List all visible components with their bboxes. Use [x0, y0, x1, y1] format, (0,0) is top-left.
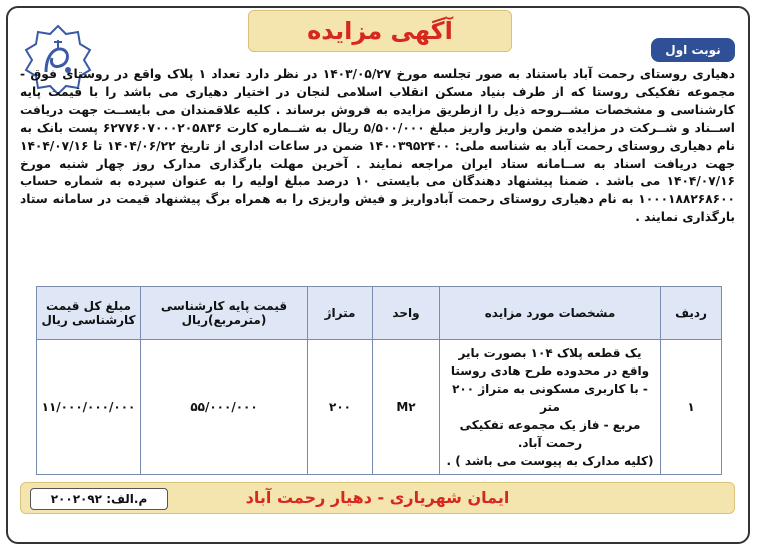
header-spec: مشخصات مورد مزایده [440, 287, 661, 340]
auction-table [36, 286, 722, 475]
cell-row-number: ۱ [661, 340, 722, 475]
signature: ایمان شهریاری - دهیار رحمت آباد [245, 487, 510, 507]
spec-line: (کلیه مدارک به پیوست می باشد ) . [446, 454, 654, 468]
ad-code: م.الف: ۲۰۰۲۰۹۲ [30, 488, 168, 510]
header-total: مبلغ کل قیمت کارشناسی ریال [37, 287, 141, 340]
header-base-price: قیمت پایه کارشناسی (مترمربع)ریال [141, 287, 308, 340]
header-row-number: ردیف [661, 287, 722, 340]
round-badge: نوبت اول [651, 38, 735, 62]
spec-line: یک قطعه پلاک ۱۰۴ بصورت بایر [458, 346, 642, 360]
cell-base-price: ۵۵/۰۰۰/۰۰۰ [141, 340, 308, 475]
cell-spec [440, 340, 661, 475]
header-area: متراژ [308, 287, 373, 340]
table-header-row [37, 287, 722, 340]
cell-area: ۲۰۰ [308, 340, 373, 475]
spec-line: مربع - فاز یک مجموعه تفکیکی [459, 418, 641, 432]
spec-line: - با کاربری مسکونی به متراژ ۲۰۰ متر [452, 382, 648, 414]
notice-title: آگهی مزایده [248, 10, 512, 52]
cell-unit: M۲ [373, 340, 440, 475]
notice-body: دهیاری روستای رحمت آباد باستناد به صور تجلسه مورخ ۱۴۰۳/۰۵/۲۷ در نظر دارد تعداد ۱ پلاک واقع در روستای فوق - مجموعه تفکیکی روستا که از طرف بنیاد مسکن انقلاب اسلامی لنجان در اختیار دهیاری می باشد را با قیمت پایه کارشناسی و مشخصات مشــروحه ذیل را ازطریق مزایده به فروش برساند . کلیه علاقمندان می بایســت جهت دریافت اســناد و شــرکت در مزایده ضمن واریز واریز مبلغ ۵/۵۰۰/۰۰۰ ریال به شــماره کارت ۶۲۷۷۶۰۷۰۰۰۲۰۵۸۳۶ پست بانک به نام دهیاری روستای رحمت آباد به شناسه ملی: ۱۴۰۰۳۹۵۲۴۰۰ ضمن در ساعات اداری از تاریخ ۱۴۰۴/۰۶/۲۲ تا ۱۴۰۴/۰۷/۱۶ جهت دریافت اسناد به ســامانه ستاد ایران مراجعه نمایند . آخرین مهلت بارگذاری مدارک روز چهار شنبه مورخ ۱۴۰۴/۰۷/۱۶ می باشد . ضمنا پیشنهاد دهندگان می بایستی ۱۰ درصد مبلغ اولیه را به عنوان سپرده به شماره حساب ۱۰۰۰۱۸۸۲۶۸۶۰۰ به نام دهیاری روستای رحمت آبادواریز و فیش واریزی را به همراه برگ پیشنهاد قیمت در سامانه ستاد بارگذاری نمایند . [20, 67, 735, 225]
header-unit: واحد [373, 287, 440, 340]
table-row [37, 340, 722, 475]
cell-total: ۱۱/۰۰۰/۰۰۰/۰۰۰ [37, 340, 141, 475]
spec-line: رحمت آباد. [517, 436, 583, 450]
spec-line: واقع در محدوده طرح هادی روستا [450, 364, 650, 378]
